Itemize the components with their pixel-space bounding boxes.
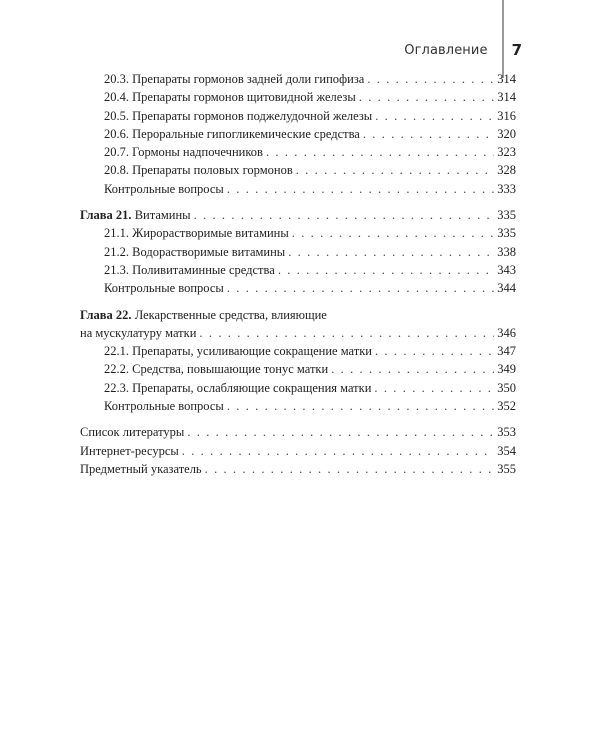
chapter-21-prefix: Глава 21.: [80, 208, 132, 223]
toc-chapter-22-line2[interactable]: на мускулатуру матки . . . 346: [80, 324, 516, 342]
chapter-22-prefix: Глава 22.: [80, 307, 132, 322]
toc-chapter-22-line1[interactable]: [80, 306, 516, 324]
toc-entry-22-questions[interactable]: Контрольные вопросы . . . 352: [80, 397, 516, 415]
running-head-rule: [502, 0, 504, 78]
toc-entry-20-questions[interactable]: Контрольные вопросы . . . 333: [80, 180, 516, 198]
toc-entry-22-2[interactable]: 22.2. Средства, повышающие тонус матки . . . 349: [80, 360, 516, 378]
toc-entry-20-3[interactable]: 20.3. Препараты гормонов задней доли гипофиза . . . 314: [80, 70, 516, 88]
toc-entry-21-questions[interactable]: Контрольные вопросы . . . 344: [80, 279, 516, 297]
running-head: [404, 37, 522, 63]
running-head-title: Оглавление: [404, 42, 488, 58]
chapter-22-title-line2: на мускулатуру матки: [80, 325, 197, 340]
toc-entry-21-3[interactable]: 21.3. Поливитаминные средства . . . 343: [80, 261, 516, 279]
toc-entry-21-2[interactable]: 21.2. Водорастворимые витамины . . . 338: [80, 243, 516, 261]
toc-internet-resources[interactable]: Интернет-ресурсы . . . 354: [80, 442, 516, 460]
toc-entry-20-7[interactable]: 20.7. Гормоны надпочечников . . . 323: [80, 143, 516, 161]
table-of-contents: [80, 70, 516, 478]
toc-bibliography[interactable]: Список литературы . . . 353: [80, 423, 516, 441]
chapter-21-title: Витамины: [131, 208, 191, 223]
toc-entry-20-5[interactable]: 20.5. Препараты гормонов поджелудочной железы . . . 316: [80, 107, 516, 125]
toc-entry-22-3[interactable]: 22.3. Препараты, ослабляющие сокращения матки . . . 350: [80, 379, 516, 397]
toc-entry-20-6[interactable]: 20.6. Пероральные гипогликемические средства . . . 320: [80, 125, 516, 143]
toc-entry-21-1[interactable]: 21.1. Жирорастворимые витамины . . . 335: [80, 224, 516, 242]
page-number: 7: [511, 41, 522, 59]
toc-entry-20-8[interactable]: 20.8. Препараты половых гормонов . . . 328: [80, 161, 516, 179]
toc-entry-20-4[interactable]: 20.4. Препараты гормонов щитовидной железы . . . 314: [80, 88, 516, 106]
toc-entry-22-1[interactable]: 22.1. Препараты, усиливающие сокращение матки . . . 347: [80, 342, 516, 360]
toc-subject-index[interactable]: Предметный указатель . . . 355: [80, 460, 516, 478]
toc-chapter-21[interactable]: Глава 21. Витамины . . . 335: [80, 206, 516, 224]
chapter-22-title-line1: Лекарственные средства, влияющие: [131, 307, 327, 322]
